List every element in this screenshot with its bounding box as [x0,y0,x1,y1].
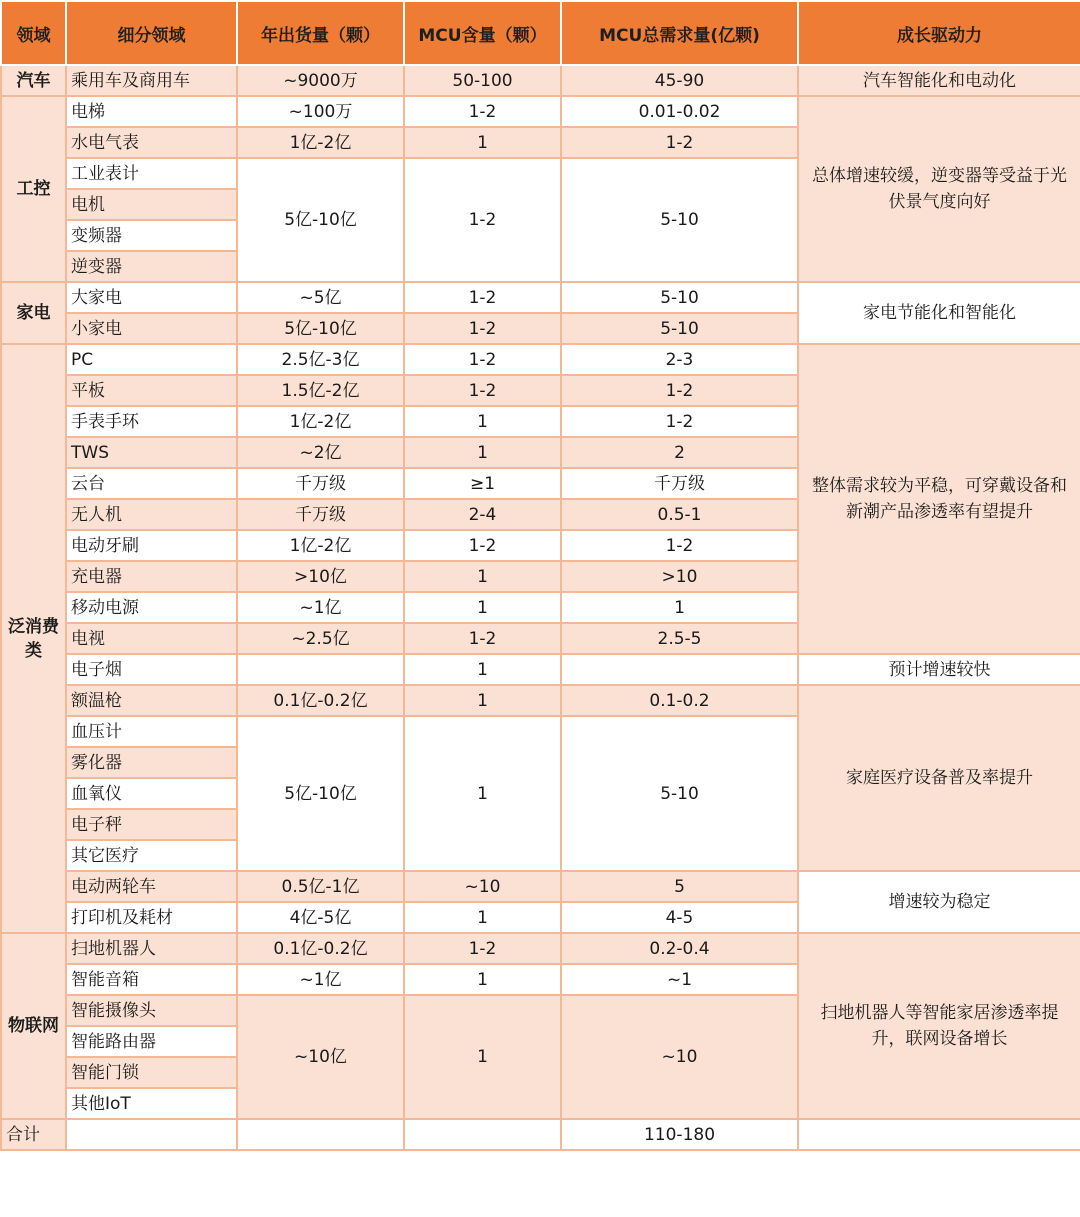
shipment-cell: 2.5亿-3亿 [237,344,404,375]
sub-segment-cell: 电动牙刷 [66,530,237,561]
content-cell: 1 [404,437,561,468]
demand-cell [561,654,798,685]
sub-segment-cell: 其他IoT [66,1088,237,1119]
sub-segment-cell: 雾化器 [66,747,237,778]
sub-segment-cell: TWS [66,437,237,468]
sub-segment-cell: 智能摄像头 [66,995,237,1026]
driver-auto: 汽车智能化和电动化 [798,65,1080,96]
total-demand: 110-180 [561,1119,798,1150]
demand-cell: 1 [561,592,798,623]
sub-segment-cell: 充电器 [66,561,237,592]
sub-segment-cell: 平板 [66,375,237,406]
demand-cell: 1-2 [561,530,798,561]
driver-iot: 扫地机器人等智能家居渗透率提升，联网设备增长 [798,933,1080,1119]
content-cell: 1 [404,561,561,592]
shipment-cell: 1亿-2亿 [237,530,404,561]
driver-consumer: 整体需求较为平稳，可穿戴设备和新潮产品渗透率有望提升 [798,344,1080,654]
driver-ecig: 预计增速较快 [798,654,1080,685]
shipment-cell: 千万级 [237,468,404,499]
total-empty-cell [66,1119,237,1150]
sub-segment-cell: 血压计 [66,716,237,747]
shipment-cell: ~1亿 [237,964,404,995]
demand-cell: 千万级 [561,468,798,499]
demand-cell: 1-2 [561,375,798,406]
shipment-cell: 5亿-10亿 [237,313,404,344]
segment-iot: 物联网 [1,933,66,1119]
content-cell: 1 [404,592,561,623]
table-row [1,282,1080,313]
content-cell: 1-2 [404,933,561,964]
shipment-cell: ~9000万 [237,65,404,96]
header-sub-segment: 细分领域 [66,1,237,65]
total-empty-cell [404,1119,561,1150]
demand-cell: 2.5-5 [561,623,798,654]
sub-segment-cell: 水电气表 [66,127,237,158]
shipment-cell: 0.1亿-0.2亿 [237,933,404,964]
shipment-cell: 1.5亿-2亿 [237,375,404,406]
content-cell: ≥1 [404,468,561,499]
demand-cell: 5-10 [561,158,798,282]
shipment-cell: ~1亿 [237,592,404,623]
segment-consumer: 泛消费类 [1,344,66,933]
sub-segment-cell: 手表手环 [66,406,237,437]
demand-cell: 1-2 [561,127,798,158]
content-cell: 2-4 [404,499,561,530]
sub-segment-cell: 云台 [66,468,237,499]
demand-cell: 4-5 [561,902,798,933]
header-mcu-demand: MCU总需求量(亿颗) [561,1,798,65]
content-cell: 50-100 [404,65,561,96]
demand-cell: 5-10 [561,716,798,871]
demand-cell: 2-3 [561,344,798,375]
shipment-cell: 0.5亿-1亿 [237,871,404,902]
shipment-cell: ~5亿 [237,282,404,313]
content-cell: ~10 [404,871,561,902]
table-row [1,96,1080,127]
content-cell: 1 [404,964,561,995]
sub-segment-cell: 电梯 [66,96,237,127]
demand-cell: ~10 [561,995,798,1119]
shipment-cell [237,654,404,685]
shipment-cell: >10亿 [237,561,404,592]
demand-cell: 5-10 [561,282,798,313]
sub-segment-cell: 电视 [66,623,237,654]
sub-segment-cell: 电机 [66,189,237,220]
sub-segment-cell: 智能门锁 [66,1057,237,1088]
sub-segment-cell: 电子秤 [66,809,237,840]
sub-segment-cell: PC [66,344,237,375]
demand-cell: ~1 [561,964,798,995]
table-row [1,933,1080,964]
demand-cell: 45-90 [561,65,798,96]
demand-cell: 0.2-0.4 [561,933,798,964]
sub-segment-cell: 血氧仪 [66,778,237,809]
segment-industrial: 工控 [1,96,66,282]
shipment-cell: ~2亿 [237,437,404,468]
demand-cell: 0.01-0.02 [561,96,798,127]
shipment-cell: ~100万 [237,96,404,127]
header-segment: 领域 [1,1,66,65]
driver-appliance: 家电节能化和智能化 [798,282,1080,344]
driver-industrial: 总体增速较缓，逆变器等受益于光伏景气度向好 [798,96,1080,282]
sub-segment-cell: 小家电 [66,313,237,344]
sub-segment-cell: 打印机及耗材 [66,902,237,933]
demand-cell: >10 [561,561,798,592]
sub-segment-cell: 扫地机器人 [66,933,237,964]
total-label: 合计 [1,1119,66,1150]
demand-cell: 2 [561,437,798,468]
sub-segment-cell: 智能路由器 [66,1026,237,1057]
sub-segment-cell: 智能音箱 [66,964,237,995]
content-cell: 1 [404,127,561,158]
content-cell: 1-2 [404,96,561,127]
header-mcu-content: MCU含量（颗） [404,1,561,65]
shipment-cell: 4亿-5亿 [237,902,404,933]
shipment-cell: 0.1亿-0.2亿 [237,685,404,716]
content-cell: 1-2 [404,623,561,654]
shipment-cell: 5亿-10亿 [237,716,404,871]
content-cell: 1 [404,654,561,685]
content-cell: 1-2 [404,158,561,282]
table-row [1,65,1080,96]
sub-segment-cell: 移动电源 [66,592,237,623]
sub-segment-cell: 变频器 [66,220,237,251]
sub-segment-cell: 工业表计 [66,158,237,189]
shipment-cell: 千万级 [237,499,404,530]
sub-segment-cell: 乘用车及商用车 [66,65,237,96]
sub-segment-cell: 额温枪 [66,685,237,716]
total-empty-cell [798,1119,1080,1150]
content-cell: 1 [404,406,561,437]
sub-segment-cell: 电动两轮车 [66,871,237,902]
content-cell: 1 [404,716,561,871]
shipment-cell: 5亿-10亿 [237,158,404,282]
driver-medical: 家庭医疗设备普及率提升 [798,685,1080,871]
content-cell: 1-2 [404,530,561,561]
table-row [1,685,1080,716]
content-cell: 1 [404,902,561,933]
segment-appliance: 家电 [1,282,66,344]
demand-cell: 1-2 [561,406,798,437]
sub-segment-cell: 其它医疗 [66,840,237,871]
shipment-cell: ~10亿 [237,995,404,1119]
total-row [1,1119,1080,1150]
sub-segment-cell: 无人机 [66,499,237,530]
demand-cell: 0.5-1 [561,499,798,530]
content-cell: 1-2 [404,313,561,344]
table-row [1,344,1080,375]
table-row [1,871,1080,902]
shipment-cell: 1亿-2亿 [237,406,404,437]
content-cell: 1 [404,685,561,716]
content-cell: 1-2 [404,344,561,375]
sub-segment-cell: 大家电 [66,282,237,313]
driver-stable: 增速较为稳定 [798,871,1080,933]
sub-segment-cell: 电子烟 [66,654,237,685]
demand-cell: 5 [561,871,798,902]
shipment-cell: ~2.5亿 [237,623,404,654]
header-growth-driver: 成长驱动力 [798,1,1080,65]
header-annual-shipment: 年出货量（颗） [237,1,404,65]
demand-cell: 0.1-0.2 [561,685,798,716]
content-cell: 1 [404,995,561,1119]
header-row [1,1,1080,65]
total-empty-cell [237,1119,404,1150]
sub-segment-cell: 逆变器 [66,251,237,282]
segment-auto: 汽车 [1,65,66,96]
table-row [1,654,1080,685]
content-cell: 1-2 [404,375,561,406]
content-cell: 1-2 [404,282,561,313]
shipment-cell: 1亿-2亿 [237,127,404,158]
demand-cell: 5-10 [561,313,798,344]
